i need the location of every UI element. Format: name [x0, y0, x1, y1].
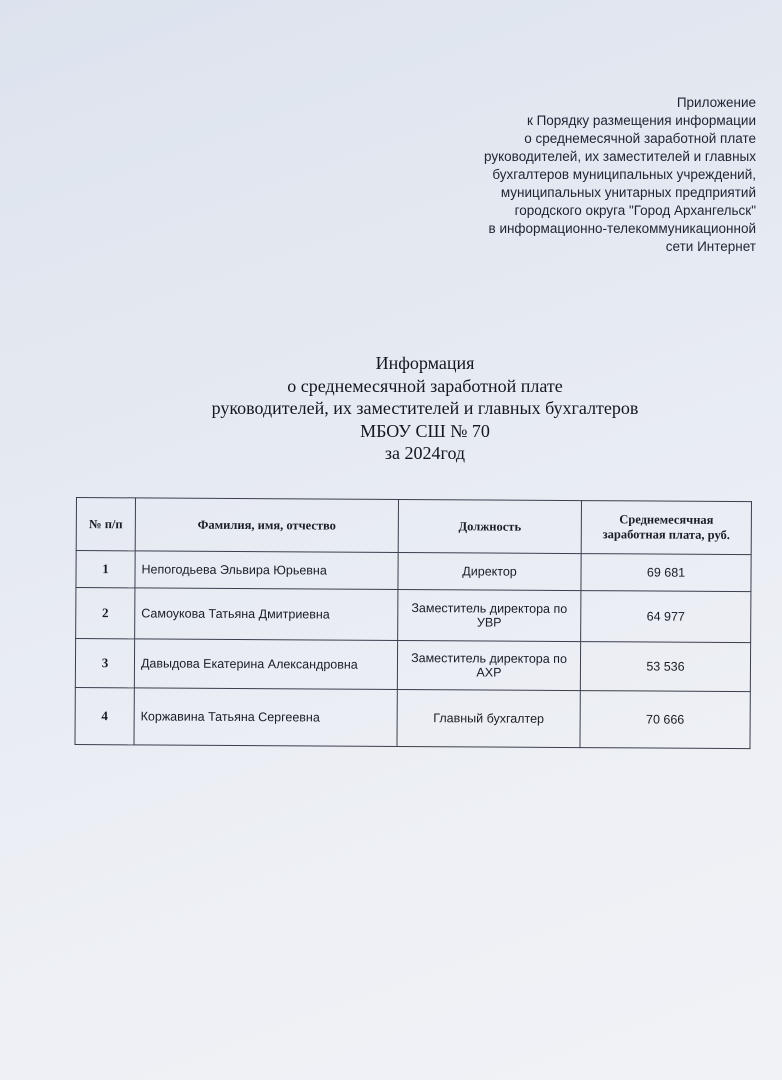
header-salary: Среднемесячная заработная плата, руб.	[581, 501, 751, 555]
appendix-note	[426, 94, 756, 256]
appendix-line: городского округа "Город Архангельск"	[514, 203, 756, 218]
row-salary: 53 536	[580, 642, 750, 692]
appendix-line: сети Интернет	[665, 239, 756, 254]
appendix-line: к Порядку размещения информации	[526, 113, 756, 128]
row-number: 2	[76, 588, 135, 639]
title-line: за 2024год	[384, 443, 466, 463]
appendix-line: в информационно-телекоммуникационной	[488, 221, 756, 236]
row-position: Директор	[398, 552, 581, 590]
row-number: 4	[75, 687, 134, 744]
table-row	[76, 588, 751, 643]
row-number: 3	[75, 639, 134, 688]
row-position: Главный бухгалтер	[397, 689, 580, 747]
title-line: Информация	[375, 353, 475, 373]
row-position: Заместитель директора по АХР	[397, 640, 580, 690]
header-position: Должность	[398, 499, 581, 553]
table-row	[75, 639, 750, 692]
row-salary: 69 681	[581, 554, 751, 592]
row-salary: 70 666	[580, 691, 750, 749]
title-line: МБОУ СШ № 70	[360, 420, 490, 441]
table-row	[75, 687, 750, 748]
row-full-name: Самоукова Татьяна Дмитриевна	[135, 588, 398, 641]
document-title	[150, 352, 700, 465]
appendix-line: руководителей, их заместителей и главных	[484, 149, 756, 164]
row-full-name: Непогодьева Эльвира Юрьевна	[135, 551, 398, 590]
row-number: 1	[76, 551, 135, 588]
table-header-row	[76, 498, 751, 555]
row-salary: 64 977	[581, 591, 751, 643]
appendix-line: муниципальных унитарных предприятий	[500, 185, 756, 200]
row-position: Заместитель директора по УВР	[398, 589, 581, 641]
title-line: о среднемесячной заработной плате	[287, 375, 563, 396]
salary-table	[74, 497, 752, 749]
appendix-line: о среднемесячной заработной плате	[524, 131, 756, 146]
header-full-name: Фамилия, имя, отчество	[135, 498, 398, 553]
row-full-name: Давыдова Екатерина Александровна	[134, 639, 397, 690]
appendix-line: Приложение	[676, 95, 756, 110]
table-row	[76, 551, 751, 592]
appendix-line: бухгалтеров муниципальных учреждений,	[492, 167, 756, 182]
row-full-name: Коржавина Татьяна Сергеевна	[134, 688, 397, 747]
title-line: руководителей, их заместителей и главных бухгалтеров	[211, 398, 639, 418]
header-number: № п/п	[76, 498, 135, 551]
